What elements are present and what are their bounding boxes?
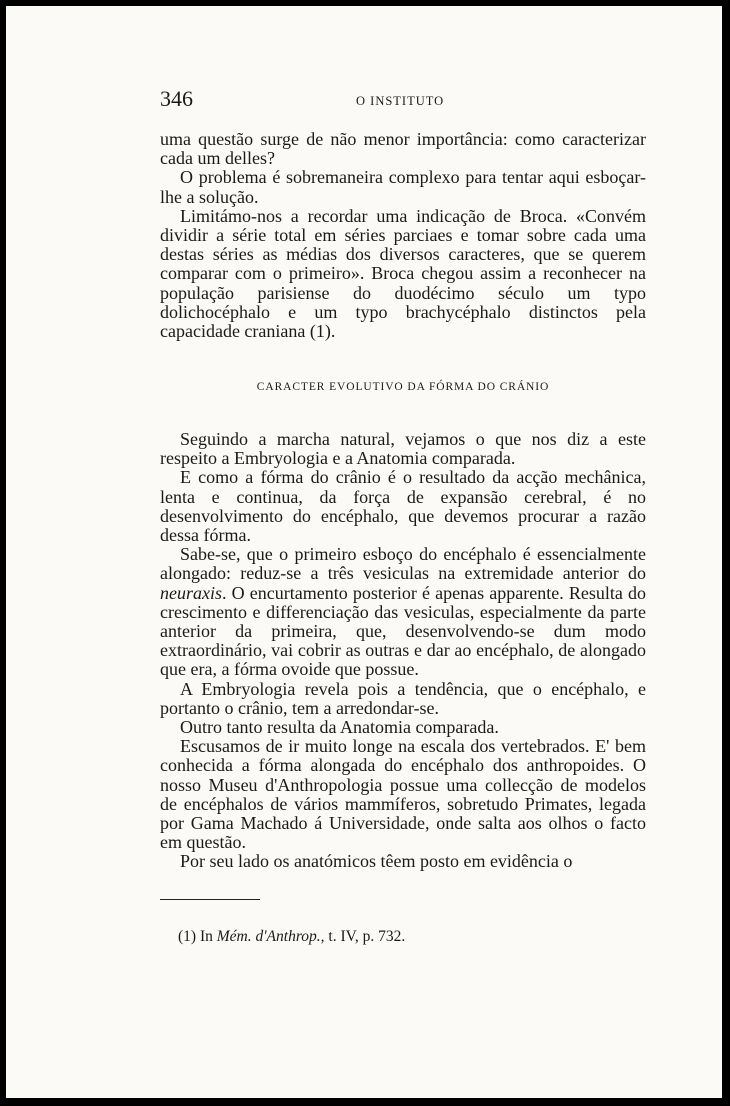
paragraph: Por seu lado os anatómicos têem posto em evidência o bbox=[180, 851, 573, 872]
paragraph: Escusamos de ir muito longe na escala dos vertebrados. E' bem conhecida a fórma alongada do encéphalo dos anthropoides. O nosso Museu d'Anthropologia possue uma collecção de modelos de encéphalos de vários mammíferos, sobretudo Primates, legada por Gama Machado á Universidade, onde salta aos olhos o facto em questão. bbox=[160, 736, 646, 853]
paragraph: A Embryologia revela pois a tendência, que o encéphalo, e portanto o crânio, tem a arredondar-se. bbox=[160, 678, 646, 718]
page-header bbox=[160, 86, 646, 116]
book-page bbox=[6, 6, 722, 1098]
paragraph: Limitámo-nos a recordar uma indicação de Broca. «Convém dividir a série total em séries parciaes e tomar sobre cada uma destas séries as médias dos diversos caracteres, que se querem comparar com o primeiro». Broca chegou assim a reconhecer na população parisiense do duodécimo século um typo dolichocéphalo e um typo brachycéphalo distinctos pela capacidade craniana (1). bbox=[160, 205, 646, 342]
footnote-divider bbox=[160, 899, 260, 900]
paragraph: Seguindo a marcha natural, vejamos o que nos diz a este respeito a Embryologia e a Anatomia comparada. bbox=[160, 429, 646, 469]
paragraph: O problema é sobremaneira complexo para tentar aqui esboçar-lhe a solução. bbox=[160, 167, 646, 207]
italic-term: neuraxis bbox=[160, 582, 222, 603]
footnote bbox=[178, 928, 405, 946]
footnote-marker: (1) In bbox=[178, 928, 217, 945]
paragraph: E como a fórma do crânio é o resultado da acção mechânica, lenta e continua, da força de expansão cerebral, é no desenvolvimento do encéphalo, que devemos procurar a razão dessa fórma. bbox=[160, 467, 646, 546]
text-block-main bbox=[160, 430, 646, 872]
running-title: O INSTITUTO bbox=[356, 94, 445, 108]
text-block-top bbox=[160, 130, 646, 341]
page-number: 346 bbox=[160, 86, 193, 111]
paragraph: uma questão surge de não menor importância: como caracterizar cada um delles? bbox=[160, 129, 646, 169]
footnote-citation: Mém. d'Anthrop., bbox=[216, 928, 325, 945]
paragraph bbox=[160, 545, 646, 679]
section-heading: CARACTER EVOLUTIVO DA FÓRMA DO CRÁNIO bbox=[256, 381, 550, 393]
paragraph-text: . O encurtamento posterior é apenas apparente. Resulta do crescimento e differenciação das vesiculas, especialmente da parte anterior da primeira, que, desenvolvendo-se dum modo extraordinário, vai cobrir as outras e dar ao encéphalo, de alongado que era, a fórma ovoide que possue. bbox=[160, 582, 646, 680]
paragraph: Outro tanto resulta da Anatomia comparada. bbox=[180, 717, 499, 738]
paragraph-text: Sabe-se, que o primeiro esboço do encéphalo é essencialmente alongado: reduz-se a três vesiculas na extremidade anterior do bbox=[160, 544, 646, 584]
footnote-rest: t. IV, p. 732. bbox=[324, 928, 406, 945]
